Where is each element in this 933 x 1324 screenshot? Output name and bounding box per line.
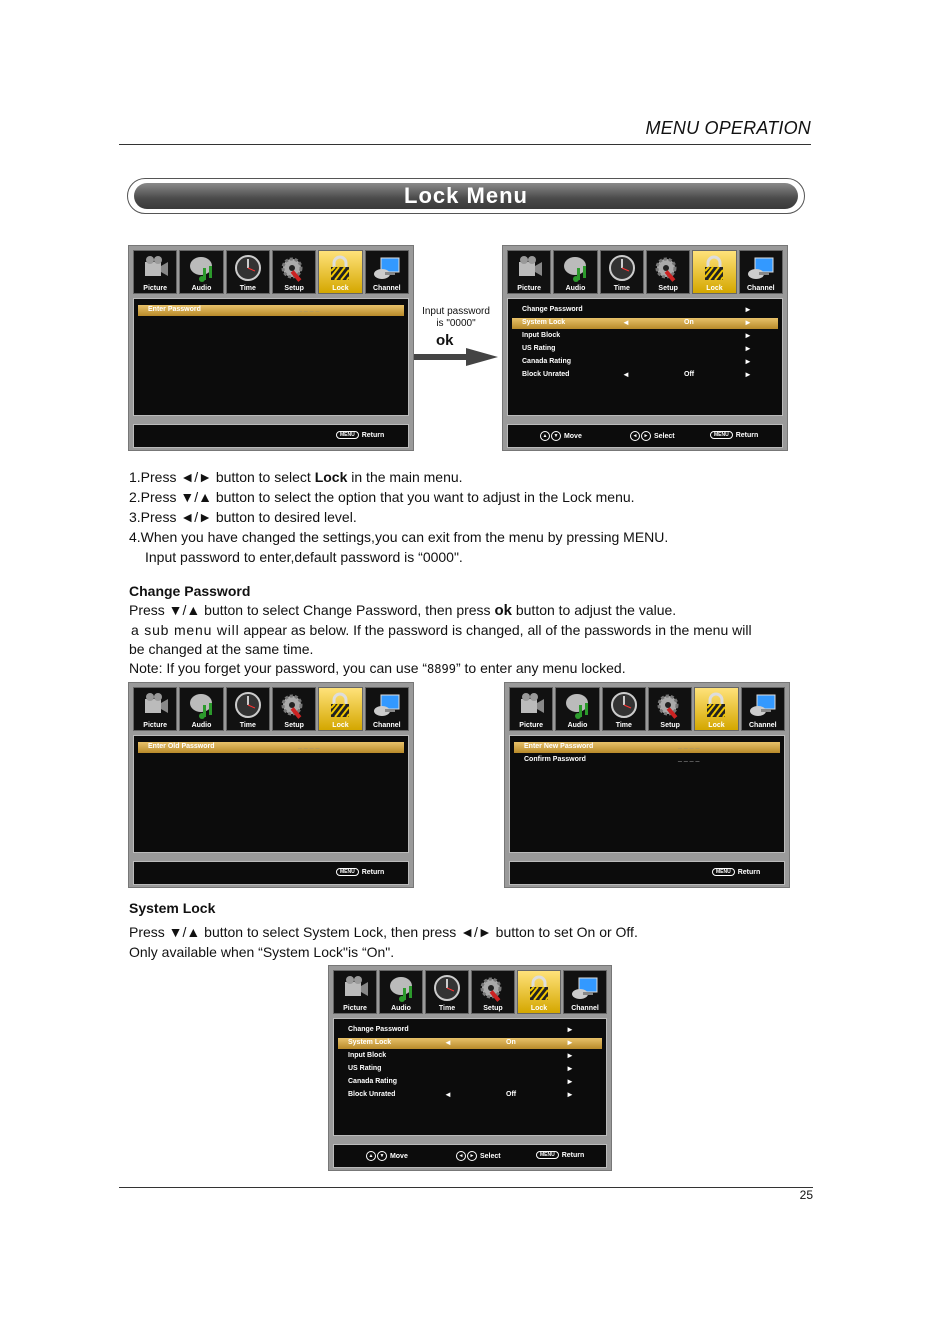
step-3: 3.Press ◄/► button to desired level.: [129, 509, 357, 525]
tab-label: Picture: [143, 285, 168, 292]
padlock-icon: [326, 691, 354, 719]
gear-wrench-icon: [656, 691, 684, 719]
clock-icon: [234, 254, 262, 282]
tab-label: Setup: [483, 1005, 503, 1012]
tv-screen-enter-password: [128, 245, 414, 451]
tab-time[interactable]: [602, 687, 646, 731]
tab-label: Audio: [391, 1005, 411, 1012]
menu-tabs: [133, 687, 409, 731]
right-arrow-icon: ►: [566, 1077, 574, 1086]
system-lock-p2: Only available when “System Lock"is “On".: [129, 944, 395, 960]
confirm-password-row[interactable]: Confirm Password _ _ _ _: [524, 756, 700, 763]
step-1: 1.Press ◄/► button to select Lock in the main menu.: [129, 469, 463, 485]
tab-lock[interactable]: [694, 687, 738, 731]
clock-icon: [234, 691, 262, 719]
right-arrow-icon: ►: [744, 357, 752, 366]
menu-item-input-block[interactable]: Input Block ►: [522, 331, 752, 340]
menu-key-icon: MENU: [710, 431, 733, 439]
tab-picture[interactable]: [333, 970, 377, 1014]
system-lock-p1: Press ▼/▲ button to select System Lock, then press ◄/► button to set On or Off.: [129, 924, 638, 940]
tab-picture[interactable]: [133, 250, 177, 294]
right-arrow-icon: ►: [566, 1064, 574, 1073]
tab-picture[interactable]: [509, 687, 553, 731]
tab-label: Setup: [658, 285, 678, 292]
menu-item-block-unrated[interactable]: Block Unrated ◄ Off ►: [522, 370, 752, 379]
menu-item-canada-rating[interactable]: Canada Rating ►: [348, 1077, 574, 1086]
menu-item-change-password[interactable]: Change Password ►: [522, 305, 752, 314]
tab-label: Audio: [191, 722, 212, 729]
ok-label: ok: [436, 332, 454, 349]
change-password-note: Note: If you forget your password, you can use “8899” to enter any menu locked.: [129, 660, 626, 676]
tab-label: Setup: [284, 285, 304, 292]
right-icon: ►: [641, 431, 651, 441]
tab-label: Channel: [571, 1005, 599, 1012]
tab-label: Picture: [517, 285, 542, 292]
tab-lock[interactable]: [692, 250, 736, 294]
tab-picture[interactable]: [133, 687, 177, 731]
right-arrow-icon: ►: [744, 331, 752, 340]
tab-label: Audio: [567, 722, 588, 729]
menu-item-change-password[interactable]: Change Password ►: [348, 1025, 574, 1034]
tab-label: Lock: [530, 1005, 548, 1012]
film-camera-icon: [141, 254, 169, 282]
tab-channel[interactable]: [739, 250, 783, 294]
step-2: 2.Press ▼/▲ button to select the option that you want to adjust in the Lock menu.: [129, 489, 635, 505]
tab-label: Lock: [708, 722, 725, 729]
tab-audio[interactable]: [555, 687, 599, 731]
tab-time[interactable]: [425, 970, 469, 1014]
old-password-row[interactable]: Enter Old Password _ _ _ _: [138, 742, 404, 753]
tab-label: Time: [615, 722, 632, 729]
right-arrow-icon: ►: [744, 370, 752, 379]
tab-channel[interactable]: [563, 970, 607, 1014]
padlock-icon: [525, 974, 553, 1002]
left-arrow-icon: ◄: [444, 1090, 452, 1099]
tab-label: Channel: [372, 722, 401, 729]
menu-item-input-block[interactable]: Input Block ►: [348, 1051, 574, 1060]
left-icon: ◄: [630, 431, 640, 441]
right-arrow-icon: ►: [566, 1051, 574, 1060]
clock-icon: [610, 691, 638, 719]
tab-label: Picture: [143, 722, 168, 729]
tv-screen-lock-menu: Picture Audio Time Setup Lock Channel Change Password ► System Lock ◄ On ► Input Block ► US Rating ► Canada Rating ► Block Unrated ◄ Off ► ▲ ▼ Move ◄ ► Select MENU Return: [502, 245, 788, 451]
tab-audio[interactable]: [179, 250, 223, 294]
satellite-dish-icon: [373, 254, 401, 282]
tab-label: Audio: [565, 285, 586, 292]
tab-audio[interactable]: [553, 250, 597, 294]
menu-tabs: [507, 250, 783, 294]
satellite-dish-icon: [747, 254, 775, 282]
tab-setup[interactable]: [272, 250, 316, 294]
section-banner: [127, 178, 805, 214]
menu-item-system-lock[interactable]: System Lock ◄ On ►: [338, 1038, 602, 1049]
gear-wrench-icon: [280, 254, 308, 282]
step-4-note: Input password to enter,default password is “0000".: [145, 549, 463, 565]
film-camera-icon: [515, 254, 543, 282]
change-password-p1: Press ▼/▲ button to select Change Password, then press ok button to adjust the value.: [129, 602, 677, 619]
right-arrow-icon: ►: [566, 1038, 574, 1047]
tab-label: Audio: [191, 285, 212, 292]
tab-channel[interactable]: [365, 687, 409, 731]
gear-wrench-icon: [479, 974, 507, 1002]
step-4: 4.When you have changed the settings,you can exit from the menu by pressing MENU.: [129, 529, 669, 545]
right-arrow-icon: ►: [744, 305, 752, 314]
tab-channel[interactable]: [365, 250, 409, 294]
right-arrow-icon: ►: [566, 1090, 574, 1099]
menu-item-us-rating[interactable]: US Rating ►: [522, 344, 752, 353]
clock-icon: [433, 974, 461, 1002]
left-arrow-icon: ◄: [622, 318, 630, 327]
tab-lock[interactable]: [318, 250, 362, 294]
speaker-note-icon: [387, 974, 415, 1002]
tab-label: Time: [239, 722, 256, 729]
tab-time[interactable]: [226, 687, 270, 731]
film-camera-icon: [517, 691, 545, 719]
menu-key-icon: MENU: [712, 868, 735, 876]
menu-tabs: [509, 687, 785, 731]
speaker-note-icon: [561, 254, 589, 282]
tv-screen-new-password: Picture Audio Time Setup Lock Channel Enter New Password _ _ _ _ Confirm Password _ _ _ _ MENU Return: [504, 682, 790, 888]
tab-setup[interactable]: [646, 250, 690, 294]
tab-channel[interactable]: [741, 687, 785, 731]
tab-label: Channel: [746, 285, 775, 292]
tab-label: Time: [239, 285, 256, 292]
down-icon: ▼: [377, 1151, 387, 1161]
right-arrow-icon: ►: [566, 1025, 574, 1034]
menu-key-icon: MENU: [536, 1151, 559, 1159]
right-arrow-icon: ►: [744, 318, 752, 327]
speaker-note-icon: [187, 254, 215, 282]
speaker-note-icon: [187, 691, 215, 719]
menu-tabs: [333, 970, 607, 1014]
tab-label: Channel: [748, 722, 777, 729]
arrow-annotation: Input password is "0000": [422, 306, 490, 329]
new-password-row[interactable]: Enter New Password _ _ _ _: [514, 742, 780, 753]
change-password-p2: a sub menu will appear as below. If the password is changed, all of the passwords in the menu will: [131, 622, 752, 638]
tab-label: Setup: [284, 722, 304, 729]
tv-screen-old-password: Picture Audio Time Setup Lock Channel Enter Old Password _ _ _ _ MENU Return: [128, 682, 414, 888]
right-arrow-icon: ►: [744, 344, 752, 353]
tv-screen-system-lock: Picture Audio Time Setup Lock Channel Change Password ► System Lock ◄ On ► Input Block ► US Rating ► Canada Rating ► Block Unrated ◄ Off ► ▲ ▼ Move ◄ ► Select MENU Return: [328, 965, 612, 1171]
password-mask: _ _ _ _: [298, 306, 320, 313]
tab-time[interactable]: [226, 250, 270, 294]
gear-wrench-icon: [654, 254, 682, 282]
menu-item-block-unrated[interactable]: Block Unrated ◄ Off ►: [348, 1090, 574, 1099]
right-icon: ►: [467, 1151, 477, 1161]
padlock-icon: [326, 254, 354, 282]
page-number: 25: [799, 1188, 813, 1202]
film-camera-icon: [141, 691, 169, 719]
page-header-title: MENU OPERATION: [645, 118, 811, 138]
header-rule: [119, 144, 811, 145]
film-camera-icon: [341, 974, 369, 1002]
change-password-heading: Change Password: [129, 583, 251, 599]
tab-label: Picture: [519, 722, 544, 729]
menu-item-system-lock[interactable]: System Lock ◄ On ►: [512, 318, 778, 329]
tab-lock[interactable]: [318, 687, 362, 731]
menu-key-icon: MENU: [336, 431, 359, 439]
tab-label: Lock: [706, 285, 723, 292]
menu-item-canada-rating[interactable]: Canada Rating ►: [522, 357, 752, 366]
down-icon: ▼: [551, 431, 561, 441]
left-arrow-icon: ◄: [622, 370, 630, 379]
tab-lock[interactable]: [517, 970, 561, 1014]
system-lock-heading: System Lock: [129, 900, 216, 916]
tab-label: Lock: [332, 722, 349, 729]
up-icon: ▲: [366, 1151, 376, 1161]
tab-setup[interactable]: [272, 687, 316, 731]
clock-icon: [608, 254, 636, 282]
menu-item-us-rating[interactable]: US Rating ►: [348, 1064, 574, 1073]
tab-label: Lock: [332, 285, 349, 292]
footer-rule: [119, 1187, 813, 1188]
tab-label: Channel: [372, 285, 401, 292]
change-password-p3: be changed at the same time.: [129, 641, 314, 657]
left-icon: ◄: [456, 1151, 466, 1161]
tab-audio[interactable]: [379, 970, 423, 1014]
tab-label: Setup: [660, 722, 680, 729]
speaker-note-icon: [563, 691, 591, 719]
menu-tabs: [133, 250, 409, 294]
tab-audio[interactable]: [179, 687, 223, 731]
enter-password-row[interactable]: Enter Password _ _ _ _: [138, 305, 404, 316]
tab-picture[interactable]: [507, 250, 551, 294]
return-label: Return: [361, 431, 385, 439]
satellite-dish-icon: [571, 974, 599, 1002]
gear-wrench-icon: [280, 691, 308, 719]
tab-label: Time: [438, 1005, 456, 1012]
padlock-icon: [700, 254, 728, 282]
tab-label: Picture: [343, 1005, 367, 1012]
tab-setup[interactable]: [648, 687, 692, 731]
satellite-dish-icon: [373, 691, 401, 719]
tab-setup[interactable]: [471, 970, 515, 1014]
tab-time[interactable]: [600, 250, 644, 294]
satellite-dish-icon: [749, 691, 777, 719]
tab-label: Time: [613, 285, 630, 292]
padlock-icon: [702, 691, 730, 719]
banner-title: Lock Menu: [134, 183, 798, 209]
right-arrow-icon: [412, 346, 500, 368]
left-arrow-icon: ◄: [444, 1038, 452, 1047]
up-icon: ▲: [540, 431, 550, 441]
menu-key-icon: MENU: [336, 868, 359, 876]
